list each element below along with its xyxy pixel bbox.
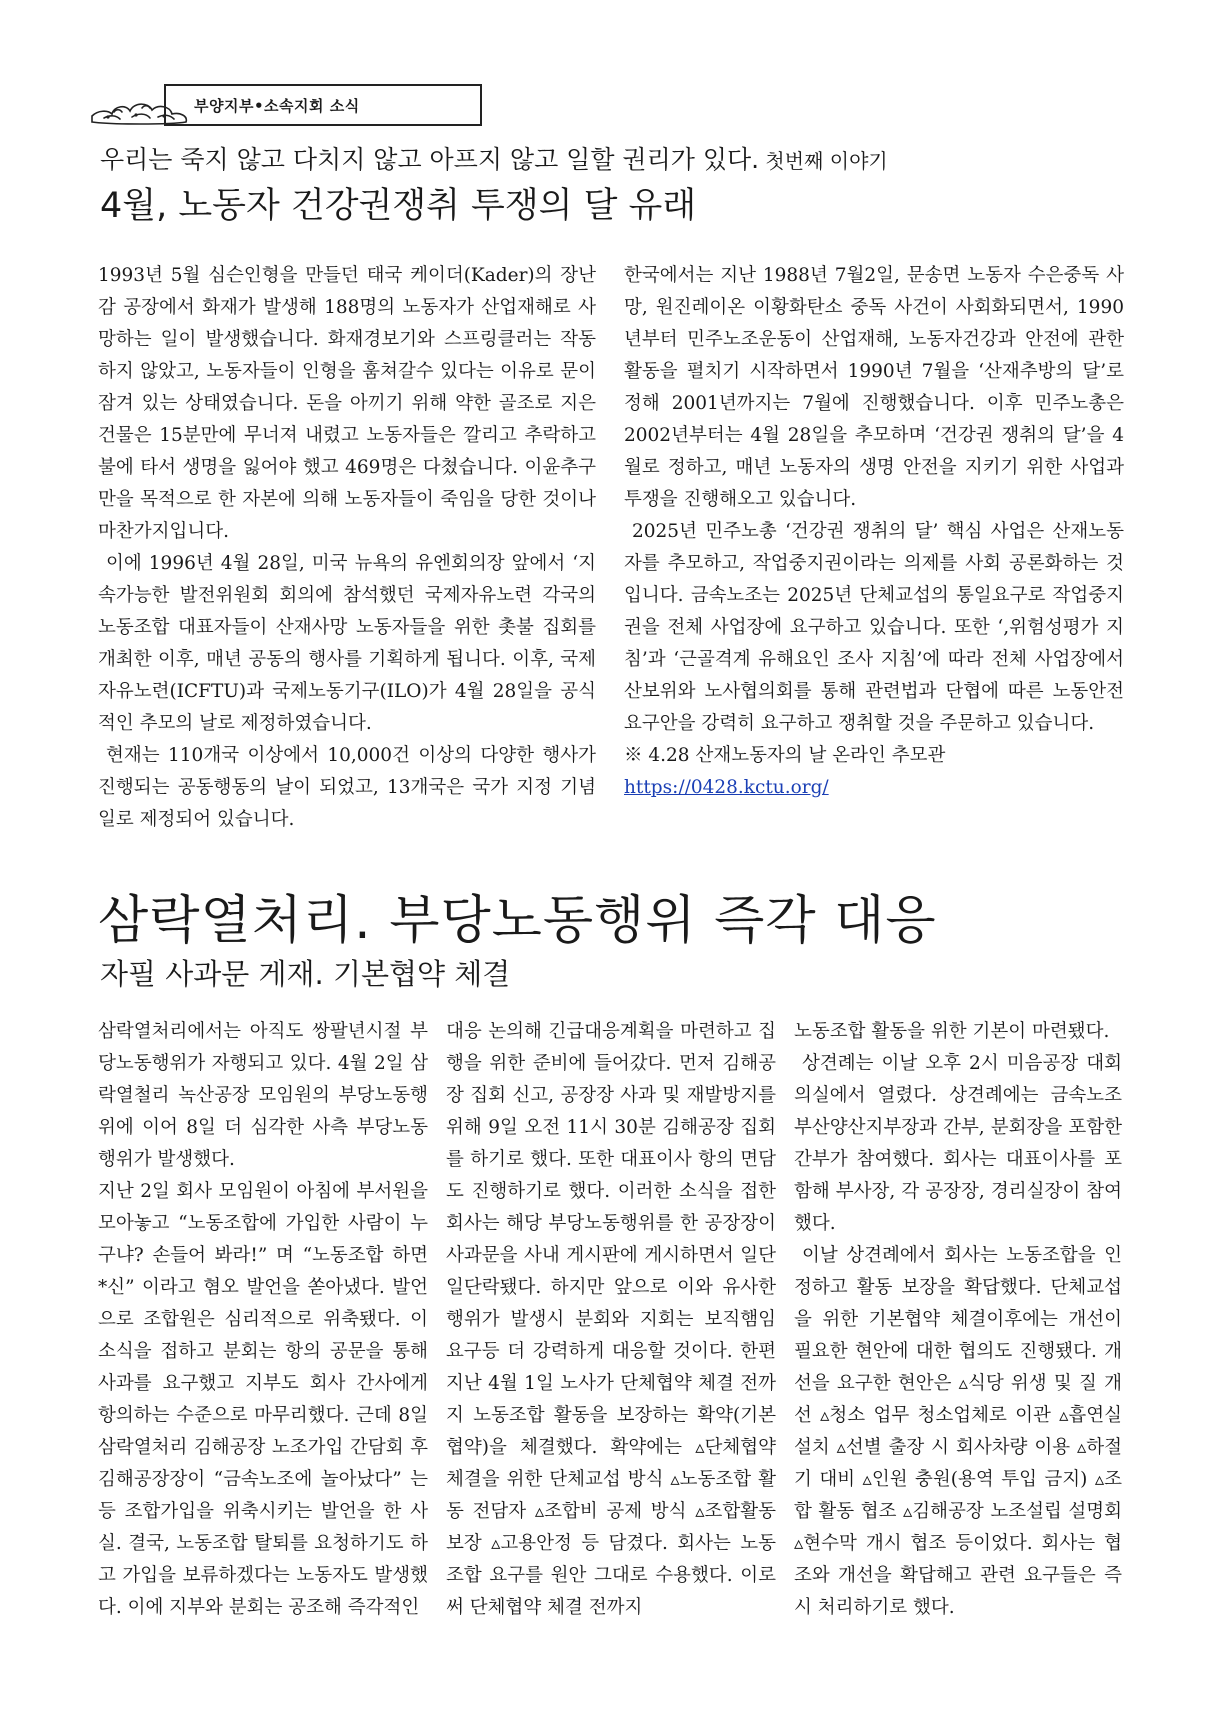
section2-subtitle: 자필 사과문 게재. 기본협약 체결 bbox=[100, 957, 511, 991]
section1-subtitle bbox=[100, 140, 888, 176]
section2-title: 삼락열처리. 부당노동행위 즉각 대응 bbox=[98, 891, 937, 951]
section-header bbox=[84, 84, 404, 130]
section2-column-2 bbox=[446, 1016, 776, 1624]
paragraph: 이에 1996년 4월 28일, 미국 뉴욕의 유엔회의장 앞에서 ‘지속가능한 발전위원회 회의에 참석했던 국제자유노련 각국의 노동조합 대표자들이 산재사망 노동자들을 위한 촛불 집회를 개최한 이후, 매년 공동의 행사를 기획하게 됩니다. 이후, 국제자유노련(ICFTU)과 국제노동기구(ILO)가 4월 28일을 공식적인 추모의 날로 제정하였습니다. bbox=[98, 553, 596, 734]
paragraph: 상견례는 이날 오후 2시 미음공장 대회의실에서 열렸다. 상견례에는 금속노조 부산양산지부장과 간부, 분회장을 포함한 간부가 참여했다. 회사는 대표이사를 포함해 부사장, 각 공장장, 경리실장이 참여했다. bbox=[794, 1053, 1122, 1234]
section1-title: 4월, 노동자 건강권쟁취 투쟁의 달 유래 bbox=[100, 186, 697, 226]
header-label: 부양지부•소속지회 소식 bbox=[194, 97, 360, 115]
section1-subtitle-small: 첫번째 이야기 bbox=[759, 149, 888, 173]
section1-subtitle-main: 우리는 죽지 않고 다치지 않고 아프지 않고 일할 권리가 있다. bbox=[100, 145, 760, 174]
paragraph: 노동조합 활동을 위한 기본이 마련됐다. bbox=[794, 1021, 1110, 1042]
memorial-link[interactable]: https://0428.kctu.org/ bbox=[624, 777, 829, 798]
paragraph: 현재는 110개국 이상에서 10,000건 이상의 다양한 행사가 진행되는 공동행동의 날이 되었고, 13개국은 국가 지정 기념일로 제정되어 있습니다. bbox=[98, 745, 596, 830]
memorial-note: ※ 4.28 산재노동자의 날 온라인 추모관 bbox=[624, 745, 946, 766]
section2-column-1 bbox=[98, 1016, 428, 1624]
section1-column-right bbox=[624, 260, 1124, 804]
section2-column-3 bbox=[794, 1016, 1122, 1624]
paragraph: 2025년 민주노총 ‘건강권 쟁취의 달’ 핵심 사업은 산재노동자를 추모하고, 작업중지권이라는 의제를 사회 공론화하는 것입니다. 금속노조는 2025년 단체교섭의 통일요구로 작업중지권을 전체 사업장에 요구하고 있습니다. 또한 ‘,위험성평가 지침’과 ‘근골격계 유해요인 조사 지침’에 따라 전체 사업장에서 산보위와 노사협의회를 통해 관련법과 단협에 따른 노동안전 요구안을 강력히 요구하고 쟁취할 것을 주문하고 있습니다. bbox=[624, 521, 1124, 734]
paragraph: 1993년 5월 심슨인형을 만들던 태국 케이더(Kader)의 장난감 공장에서 화재가 발생해 188명의 노동자가 산업재해로 사망하는 일이 발생했습니다. 화재경보기와 스프링클러는 작동하지 않았고, 노동자들이 인형을 훔쳐갈수 있다는 이유로 문이 잠겨 있는 상태였습니다. 돈을 아끼기 위해 약한 골조로 지은 건물은 15분만에 무너져 내렸고 노동자들은 깔리고 추락하고 불에 타서 생명을 잃어야 했고 469명은 다쳤습니다. 이윤추구만을 목적으로 한 자본에 의해 노동자들이 죽임을 당한 것이나 마찬가지입니다. bbox=[98, 265, 596, 542]
paragraph: 삼락열처리에서는 아직도 쌍팔년시절 부당노동행위가 자행되고 있다. 4월 2일 삼락열철리 녹산공장 모임원의 부당노동행위에 이어 8일 더 심각한 사측 부당노동행위가 발생했다. bbox=[98, 1021, 428, 1170]
paragraph: 이날 상견례에서 회사는 노동조합을 인정하고 활동 보장을 확답했다. 단체교섭을 위한 기본협약 체결이후에는 개선이 필요한 현안에 대한 협의도 진행됐다. 개선을 요구한 현안은 ▵식당 위생 및 질 개선 ▵청소 업무 청소업체로 이관 ▵흡연실 설치 ▵선별 출장 시 회사차량 이용 ▵하절기 대비 ▵인원 충원(용역 투입 금지) ▵조합 활동 협조 ▵김해공장 노조설립 설명회 ▵현수막 개시 협조 등이었다. 회사는 협조와 개선을 확답해고 관련 요구들은 즉시 처리하기로 했다. bbox=[794, 1245, 1122, 1618]
paragraph: 지난 2일 회사 모임원이 아침에 부서원을 모아놓고 “노동조합에 가입한 사람이 누구냐? 손들어 봐라!” 며 “노동조합 하면 *신” 이라고 혐오 발언을 쏟아냈다. 발언으로 조합원은 심리적으로 위축됐다. 이 소식을 접하고 분회는 항의 공문을 통해 사과를 요구했고 지부도 회사 간사에게 항의하는 수준으로 마무리했다. 근데 8일 삼락열처리 김해공장 노조가입 간담회 후 김해공장장이 “금속노조에 놀아났다” 는 등 조합가입을 위축시키는 발언을 한 사실. 결국, 노동조합 탈퇴를 요청하기도 하고 가입을 보류하겠다는 노동자도 발생했다. 이에 지부와 분회는 공조해 즉각적인 bbox=[98, 1181, 428, 1618]
paragraph: 한국에서는 지난 1988년 7월2일, 문송면 노동자 수은중독 사망, 원진레이온 이황화탄소 중독 사건이 사회화되면서, 1990년부터 민주노조운동이 산업재해, 노동자건강과 안전에 관한 활동을 펼치기 시작하면서 1990년 7월을 ‘산재추방의 달’로 정해 2001년까지는 7월에 진행했습니다. 이후 민주노총은 2002년부터는 4월 28일을 추모하며 ‘건강권 쟁취의 달’을 4월로 정하고, 매년 노동자의 생명 안전을 지키기 위한 사업과 투쟁을 진행해오고 있습니다. bbox=[624, 265, 1124, 510]
section1-column-left bbox=[98, 260, 596, 836]
paragraph: 대응 논의해 긴급대응계획을 마련하고 집행을 위한 준비에 들어갔다. 먼저 김해공장 집회 신고, 공장장 사과 및 재발방지를 위해 9일 오전 11시 30분 김해공장 집회를 하기로 했다. 또한 대표이사 항의 면담도 진행하기로 했다. 이러한 소식을 접한 회사는 해당 부당노동행위를 한 공장장이 사과문을 사내 게시판에 게시하면서 일단 일단락됐다. 하지만 앞으로 이와 유사한 행위가 발생시 분회와 지회는 보직햄임 요구등 더 강력하게 대응할 것이다. 한편 지난 4월 1일 노사가 단체협약 체결 전까지 노동조합 활동을 보장하는 확약(기본협약)을 체결했다. 확약에는 ▵단체협약 체결을 위한 단체교섭 방식 ▵노동조합 활동 전담자 ▵조합비 공제 방식 ▵조합활동 보장 ▵고용안정 등 담겼다. 회사는 노동조합 요구를 원안 그대로 수용했다. 이로써 단체협약 체결 전까지 bbox=[446, 1021, 776, 1618]
